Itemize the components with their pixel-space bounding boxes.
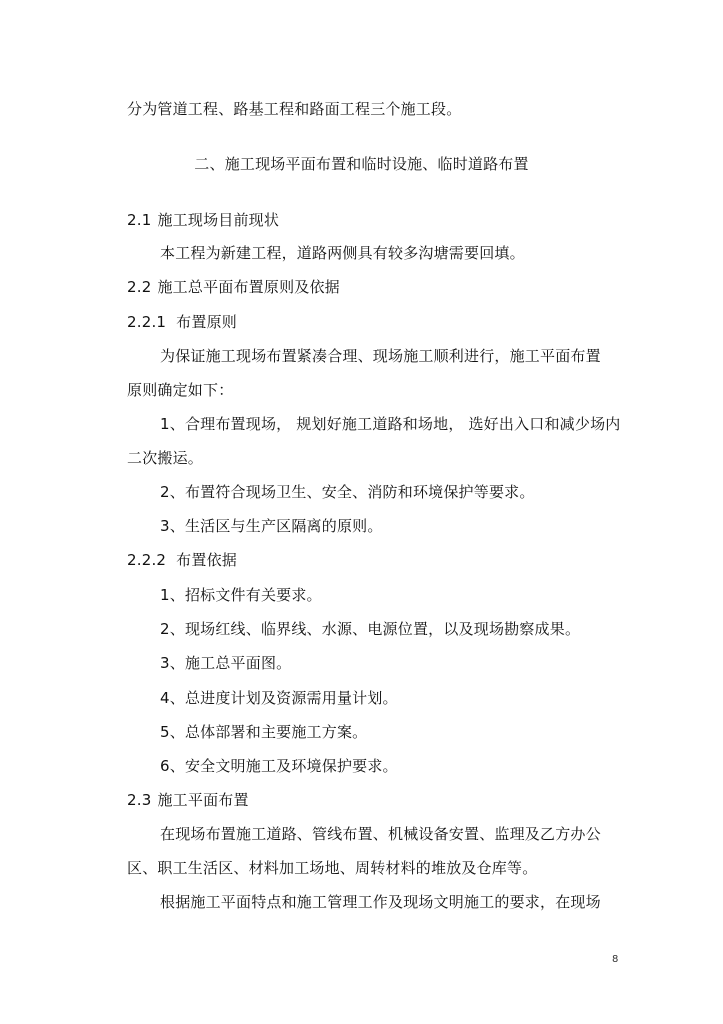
basis-item-5: 5、总体部署和主要施工方案。 — [160, 723, 368, 741]
basis-item-6: 6、安全文明施工及环境保护要求。 — [160, 757, 398, 775]
heading-2-3 — [127, 790, 249, 810]
basis-item-1: 1、招标文件有关要求。 — [160, 586, 322, 604]
principle-item-1: 1、合理布置现场， 规划好施工道路和场地， 选好出入口和减少场内 — [160, 415, 621, 433]
basis-item-2: 2、现场红线、临界线、水源、电源位置，以及现场勘察成果。 — [160, 620, 581, 638]
intro-line: 分为管道工程、路基工程和路面工程三个施工段。 — [127, 100, 462, 118]
principle-item-3: 3、生活区与生产区隔离的原则。 — [160, 517, 383, 535]
basis-item-3: 3、施工总平面图。 — [160, 654, 292, 672]
heading-title: 施工现场目前现状 — [157, 211, 280, 229]
heading-title: 布置依据 — [176, 551, 237, 569]
paragraph-2-3-line-1: 在现场布置施工道路、管线布置、机械设备安置、监理及乙方办公 — [160, 825, 601, 843]
heading-number: 2.2 — [127, 278, 152, 296]
heading-title: 施工总平面布置原则及依据 — [157, 278, 340, 296]
heading-title: 布置原则 — [176, 313, 237, 331]
page-number: 8 — [612, 954, 619, 965]
principle-intro-line-1: 为保证施工现场布置紧凑合理、现场施工顺利进行，施工平面布置 — [160, 347, 601, 365]
heading-title: 施工平面布置 — [157, 791, 249, 809]
paragraph-2-3-last-line: 根据施工平面特点和施工管理工作及现场文明施工的要求，在现场 — [160, 893, 601, 911]
principle-intro-line-2: 原则确定如下： — [127, 381, 234, 399]
principle-item-2: 2、布置符合现场卫生、安全、消防和环境保护等要求。 — [160, 483, 535, 501]
basis-item-4: 4、总进度计划及资源需用量计划。 — [160, 689, 398, 707]
paragraph-2-1: 本工程为新建工程，道路两侧具有较多沟塘需要回填。 — [160, 244, 525, 262]
heading-number: 2.1 — [127, 211, 152, 229]
heading-2-1 — [127, 210, 279, 230]
heading-number: 2.3 — [127, 791, 152, 809]
heading-number: 2.2.1 — [127, 313, 167, 331]
heading-2-2 — [127, 277, 340, 297]
section-title: 二、施工现场平面布置和临时设施、临时道路布置 — [194, 155, 529, 173]
principle-item-1-continued: 二次搬运。 — [127, 449, 204, 467]
heading-2-2-1 — [127, 312, 237, 332]
heading-2-2-2 — [127, 550, 237, 570]
heading-number: 2.2.2 — [127, 551, 167, 569]
paragraph-2-3-line-2: 区、职工生活区、材料加工场地、周转材料的堆放及仓库等。 — [127, 859, 538, 877]
